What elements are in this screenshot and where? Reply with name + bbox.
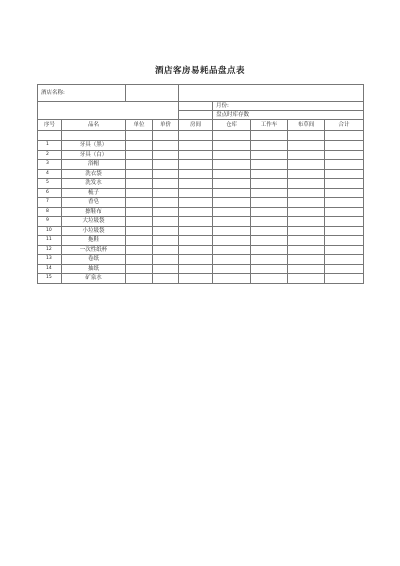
empty-cell	[251, 160, 288, 170]
empty-cell	[251, 169, 288, 179]
table-row	[38, 207, 364, 217]
empty-cell	[213, 264, 251, 274]
empty-cell	[153, 217, 179, 227]
empty-cell	[288, 207, 325, 217]
empty-cell	[213, 274, 251, 284]
empty-cell	[126, 198, 153, 208]
empty-cell	[179, 207, 213, 217]
empty-cell	[213, 160, 251, 170]
item-name: 卷纸	[62, 255, 126, 265]
empty-cell	[179, 264, 213, 274]
empty-cell	[213, 236, 251, 246]
row-number: 1	[38, 141, 62, 151]
item-name: 牙具（白）	[62, 150, 126, 160]
empty-cell	[288, 264, 325, 274]
item-name: 抽纸	[62, 264, 126, 274]
item-name: 洗衣袋	[62, 169, 126, 179]
empty-cell	[213, 141, 251, 151]
empty-cell	[153, 274, 179, 284]
empty-cell	[213, 255, 251, 265]
col-header-unit: 单位	[126, 120, 153, 131]
empty-cell	[179, 160, 213, 170]
empty-cell	[126, 179, 153, 189]
empty-cell	[325, 160, 364, 170]
spacer-row	[38, 131, 364, 141]
empty-cell	[325, 245, 364, 255]
empty-cell	[288, 179, 325, 189]
empty-cell	[213, 179, 251, 189]
inventory-table	[37, 84, 364, 284]
empty-cell	[288, 141, 325, 151]
empty-cell	[179, 169, 213, 179]
item-name: 梳子	[62, 188, 126, 198]
empty-cell	[179, 150, 213, 160]
empty-cell	[179, 179, 213, 189]
row-number: 7	[38, 198, 62, 208]
empty-cell	[153, 141, 179, 151]
empty-cell	[251, 245, 288, 255]
header-row-2	[38, 102, 364, 111]
empty-cell	[126, 150, 153, 160]
empty-cell	[126, 226, 153, 236]
row-number: 8	[38, 207, 62, 217]
page-title: 酒店客房易耗品盘点表	[154, 66, 245, 76]
blank-header-cell	[179, 85, 364, 102]
table-row	[38, 264, 364, 274]
empty-cell	[288, 245, 325, 255]
table-row	[38, 141, 364, 151]
col-header-price: 单价	[153, 120, 179, 131]
empty-cell	[325, 226, 364, 236]
empty-cell	[126, 141, 153, 151]
empty-cell	[325, 274, 364, 284]
item-name: 小垃圾袋	[62, 226, 126, 236]
header-row-1	[38, 85, 364, 102]
item-name: 大垃圾袋	[62, 217, 126, 227]
row-number: 9	[38, 217, 62, 227]
empty-cell	[126, 264, 153, 274]
empty-cell	[251, 217, 288, 227]
row-number: 6	[38, 188, 62, 198]
empty-cell	[325, 198, 364, 208]
empty-cell	[153, 255, 179, 265]
table-row	[38, 169, 364, 179]
empty-cell	[251, 179, 288, 189]
empty-cell	[213, 226, 251, 236]
empty-cell	[288, 236, 325, 246]
empty-cell	[288, 274, 325, 284]
item-name: 浴帽	[62, 160, 126, 170]
empty-cell	[179, 141, 213, 151]
empty-cell	[251, 150, 288, 160]
empty-cell	[325, 179, 364, 189]
row-number: 10	[38, 226, 62, 236]
empty-cell	[213, 188, 251, 198]
empty-cell	[325, 255, 364, 265]
empty-cell	[251, 226, 288, 236]
empty-cell	[325, 264, 364, 274]
empty-cell	[325, 217, 364, 227]
table-row	[38, 255, 364, 265]
empty-cell	[288, 188, 325, 198]
empty-cell	[288, 198, 325, 208]
column-header-row	[38, 120, 364, 131]
empty-cell	[251, 198, 288, 208]
empty-cell	[213, 150, 251, 160]
row-number: 3	[38, 160, 62, 170]
empty-cell	[126, 160, 153, 170]
empty-cell	[126, 245, 153, 255]
stock-count-label: 盘点时库存数	[213, 111, 364, 120]
table-row	[38, 217, 364, 227]
blank-cell	[179, 102, 213, 111]
empty-cell	[288, 217, 325, 227]
empty-cell	[179, 255, 213, 265]
empty-cell	[126, 217, 153, 227]
col-header-warehouse: 仓库	[213, 120, 251, 131]
table-row	[38, 179, 364, 189]
row-number: 5	[38, 179, 62, 189]
empty-cell	[251, 188, 288, 198]
empty-cell	[251, 207, 288, 217]
empty-cell	[325, 141, 364, 151]
empty-cell	[179, 217, 213, 227]
empty-cell	[126, 188, 153, 198]
item-name: 擦鞋布	[62, 207, 126, 217]
month-label: 月份:	[213, 102, 364, 111]
empty-cell	[126, 169, 153, 179]
empty-cell	[179, 245, 213, 255]
empty-cell	[153, 236, 179, 246]
empty-cell	[153, 226, 179, 236]
item-name: 一次性纸杯	[62, 245, 126, 255]
item-name: 拖鞋	[62, 236, 126, 246]
empty-cell	[126, 207, 153, 217]
empty-cell	[126, 255, 153, 265]
empty-cell	[126, 274, 153, 284]
empty-cell	[325, 169, 364, 179]
table-row	[38, 188, 364, 198]
empty-cell	[251, 264, 288, 274]
item-rows	[38, 141, 364, 284]
empty-cell	[251, 274, 288, 284]
empty-cell	[153, 188, 179, 198]
empty-cell	[153, 150, 179, 160]
table-row	[38, 274, 364, 284]
empty-cell	[179, 274, 213, 284]
empty-cell	[325, 150, 364, 160]
row-number: 14	[38, 264, 62, 274]
empty-cell	[153, 169, 179, 179]
empty-cell	[325, 207, 364, 217]
table-row	[38, 236, 364, 246]
col-header-name: 品名	[62, 120, 126, 131]
blank-cell	[179, 111, 213, 120]
empty-cell	[288, 226, 325, 236]
empty-cell	[213, 207, 251, 217]
col-header-cart: 工作车	[251, 120, 288, 131]
empty-cell	[153, 160, 179, 170]
blank-left-block	[38, 102, 179, 120]
empty-cell	[153, 179, 179, 189]
row-number: 12	[38, 245, 62, 255]
empty-cell	[325, 236, 364, 246]
empty-cell	[288, 160, 325, 170]
col-header-no: 序号	[38, 120, 62, 131]
col-header-linen-room: 布草间	[288, 120, 325, 131]
empty-cell	[325, 188, 364, 198]
empty-cell	[153, 198, 179, 208]
table-row	[38, 245, 364, 255]
row-number: 15	[38, 274, 62, 284]
empty-cell	[288, 255, 325, 265]
empty-cell	[126, 236, 153, 246]
empty-cell	[288, 169, 325, 179]
empty-cell	[153, 245, 179, 255]
table-row	[38, 198, 364, 208]
empty-cell	[288, 150, 325, 160]
empty-cell	[213, 198, 251, 208]
item-name: 香皂	[62, 198, 126, 208]
empty-cell	[179, 226, 213, 236]
hotel-name-label: 酒店名称:	[38, 85, 126, 102]
empty-cell	[179, 198, 213, 208]
empty-cell	[213, 217, 251, 227]
empty-cell	[213, 169, 251, 179]
row-number: 2	[38, 150, 62, 160]
empty-cell	[179, 236, 213, 246]
item-name: 洗发水	[62, 179, 126, 189]
row-number: 11	[38, 236, 62, 246]
row-number: 4	[38, 169, 62, 179]
empty-cell	[153, 207, 179, 217]
empty-cell	[251, 141, 288, 151]
hotel-name-value	[126, 85, 179, 102]
empty-cell	[251, 236, 288, 246]
table-row	[38, 160, 364, 170]
empty-cell	[213, 245, 251, 255]
col-header-room: 房间	[179, 120, 213, 131]
item-name: 牙具（黑）	[62, 141, 126, 151]
empty-cell	[153, 264, 179, 274]
item-name: 矿泉水	[62, 274, 126, 284]
col-header-total: 合计	[325, 120, 364, 131]
table-row	[38, 226, 364, 236]
empty-cell	[251, 255, 288, 265]
empty-cell	[179, 188, 213, 198]
table-row	[38, 150, 364, 160]
row-number: 13	[38, 255, 62, 265]
inventory-sheet	[37, 84, 363, 284]
